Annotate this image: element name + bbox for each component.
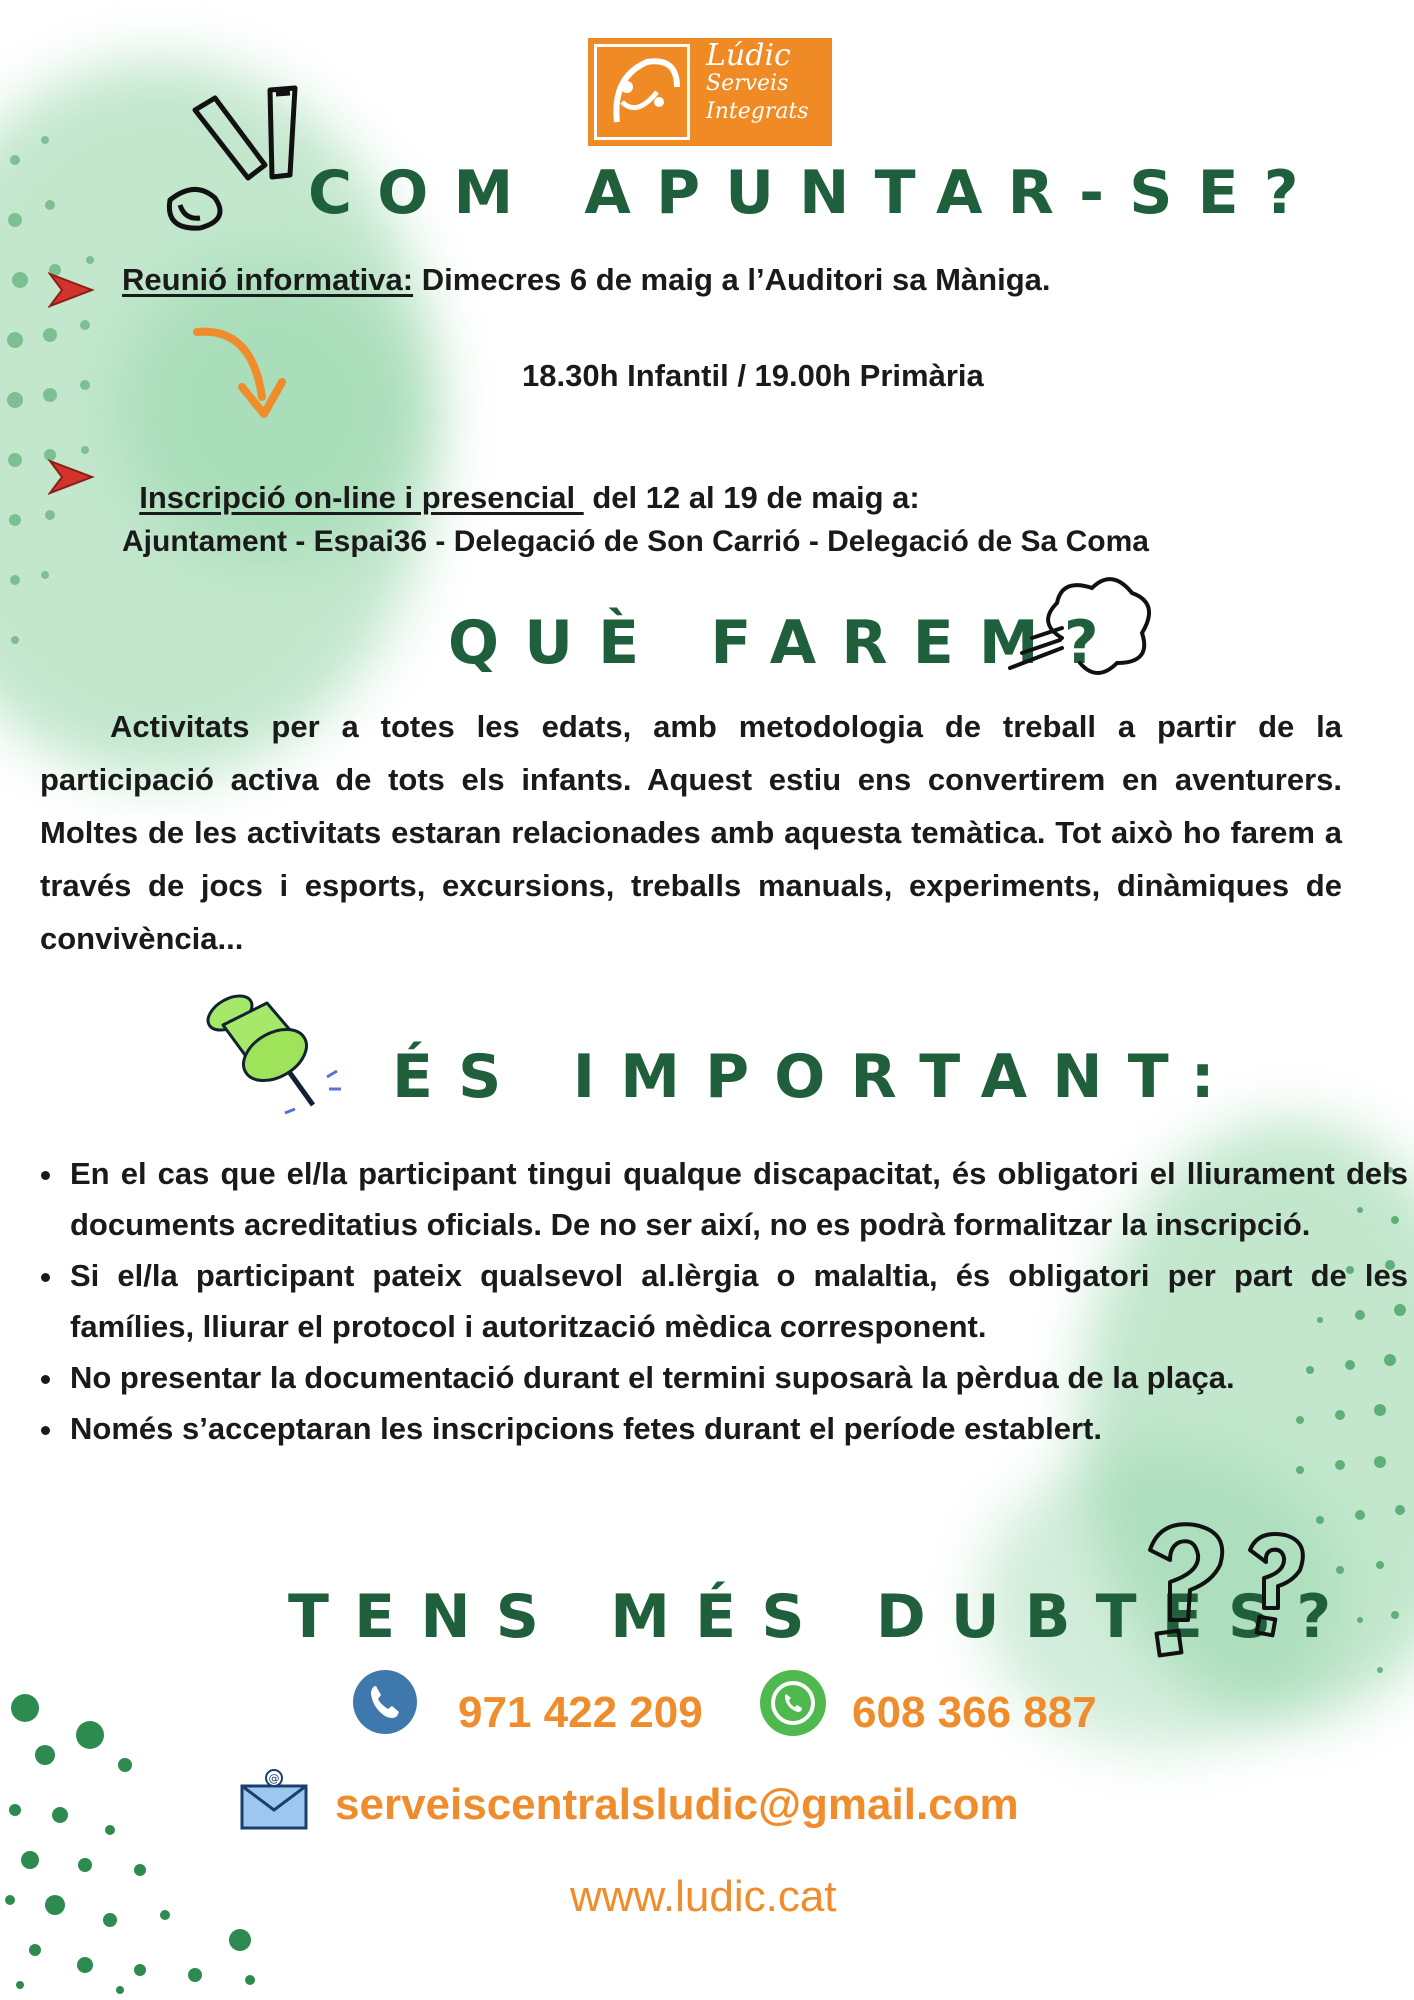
logo <box>588 38 832 146</box>
section-title-es-important: ÉS IMPORTANT: <box>392 1042 1240 1112</box>
email-address[interactable]: serveiscentralsludic@gmail.com <box>335 1780 1019 1829</box>
arrow-bullet-icon <box>48 268 96 312</box>
list-item: • Si el/la participant pateix qualsevol al.lèrgia o malaltia, és obligatori per part de les famílies, lliurar el protocol i autorització mèdica corresponent. <box>66 1250 1408 1352</box>
enroll-text: del 12 al 19 de maig a: <box>583 480 920 515</box>
enroll-label: Inscripció on-line i presencial <box>139 480 584 515</box>
logo-line2: Serveis <box>706 71 789 96</box>
phone-number-2[interactable]: 608 366 887 <box>852 1688 1097 1737</box>
list-item: • En el cas que el/la participant tingui qualque discapacitat, és obligatori el lliurament dels documents acreditatius oficials. De no ser així, no es podrà formalitzar la inscripció. <box>66 1148 1408 1250</box>
phone-number-1[interactable]: 971 422 209 <box>458 1688 703 1737</box>
section-title-com-apuntar-se: COM APUNTAR-SE? <box>308 158 1324 228</box>
exclamation-icon <box>140 80 330 240</box>
meeting-label: Reunió informativa: <box>122 262 414 297</box>
meeting-line <box>122 262 1051 298</box>
cloud-icon <box>1002 568 1162 688</box>
list-item: • No presentar la documentació durant el termini suposarà la pèrdua de la plaça. <box>66 1352 1408 1403</box>
important-list <box>40 1148 1408 1454</box>
enroll-line <box>122 444 920 516</box>
pushpin-icon <box>195 985 345 1125</box>
logo-line3: Integrats <box>706 99 809 124</box>
logo-line1: Lúdic <box>706 38 791 73</box>
dot-pattern-bottom-left <box>0 1680 300 2000</box>
whatsapp-icon <box>760 1670 826 1736</box>
section-title-tens-mes-dubtes: TENS MÉS DUBTES? <box>288 1582 1357 1652</box>
website-link[interactable]: www.ludic.cat <box>570 1872 837 1921</box>
activities-paragraph: Activitats per a totes les edats, amb metodologia de treball a partir de la participació activa de tots els infants. Aquest estiu ens convertirem en aventurers. Moltes de les activitats estaran relacionades amb aquesta temàtica. Tot això ho farem a través de jocs i esports, excursions, treballs manuals, experiments, dinàmiques de convivència... <box>40 709 1342 956</box>
list-item: • Només s’acceptaran les inscripcions fetes durant el període establert. <box>66 1403 1408 1454</box>
email-icon <box>238 1768 310 1832</box>
dot-pattern-left <box>0 120 130 680</box>
section-title-que-farem: QUÈ FAREM? <box>448 608 1124 678</box>
curved-arrow-icon <box>192 322 292 422</box>
enroll-locations: Ajuntament - Espai36 - Delegació de Son Carrió - Delegació de Sa Coma <box>122 525 1149 558</box>
question-marks-icon <box>1140 1520 1320 1670</box>
svg-text:@: @ <box>268 1772 280 1785</box>
logo-mark <box>594 44 690 140</box>
meeting-times: 18.30h Infantil / 19.00h Primària <box>522 358 984 393</box>
meeting-text: Dimecres 6 de maig a l’Auditori sa Màniga. <box>413 262 1051 297</box>
phone-icon <box>353 1670 417 1734</box>
arrow-bullet-icon <box>48 455 96 499</box>
